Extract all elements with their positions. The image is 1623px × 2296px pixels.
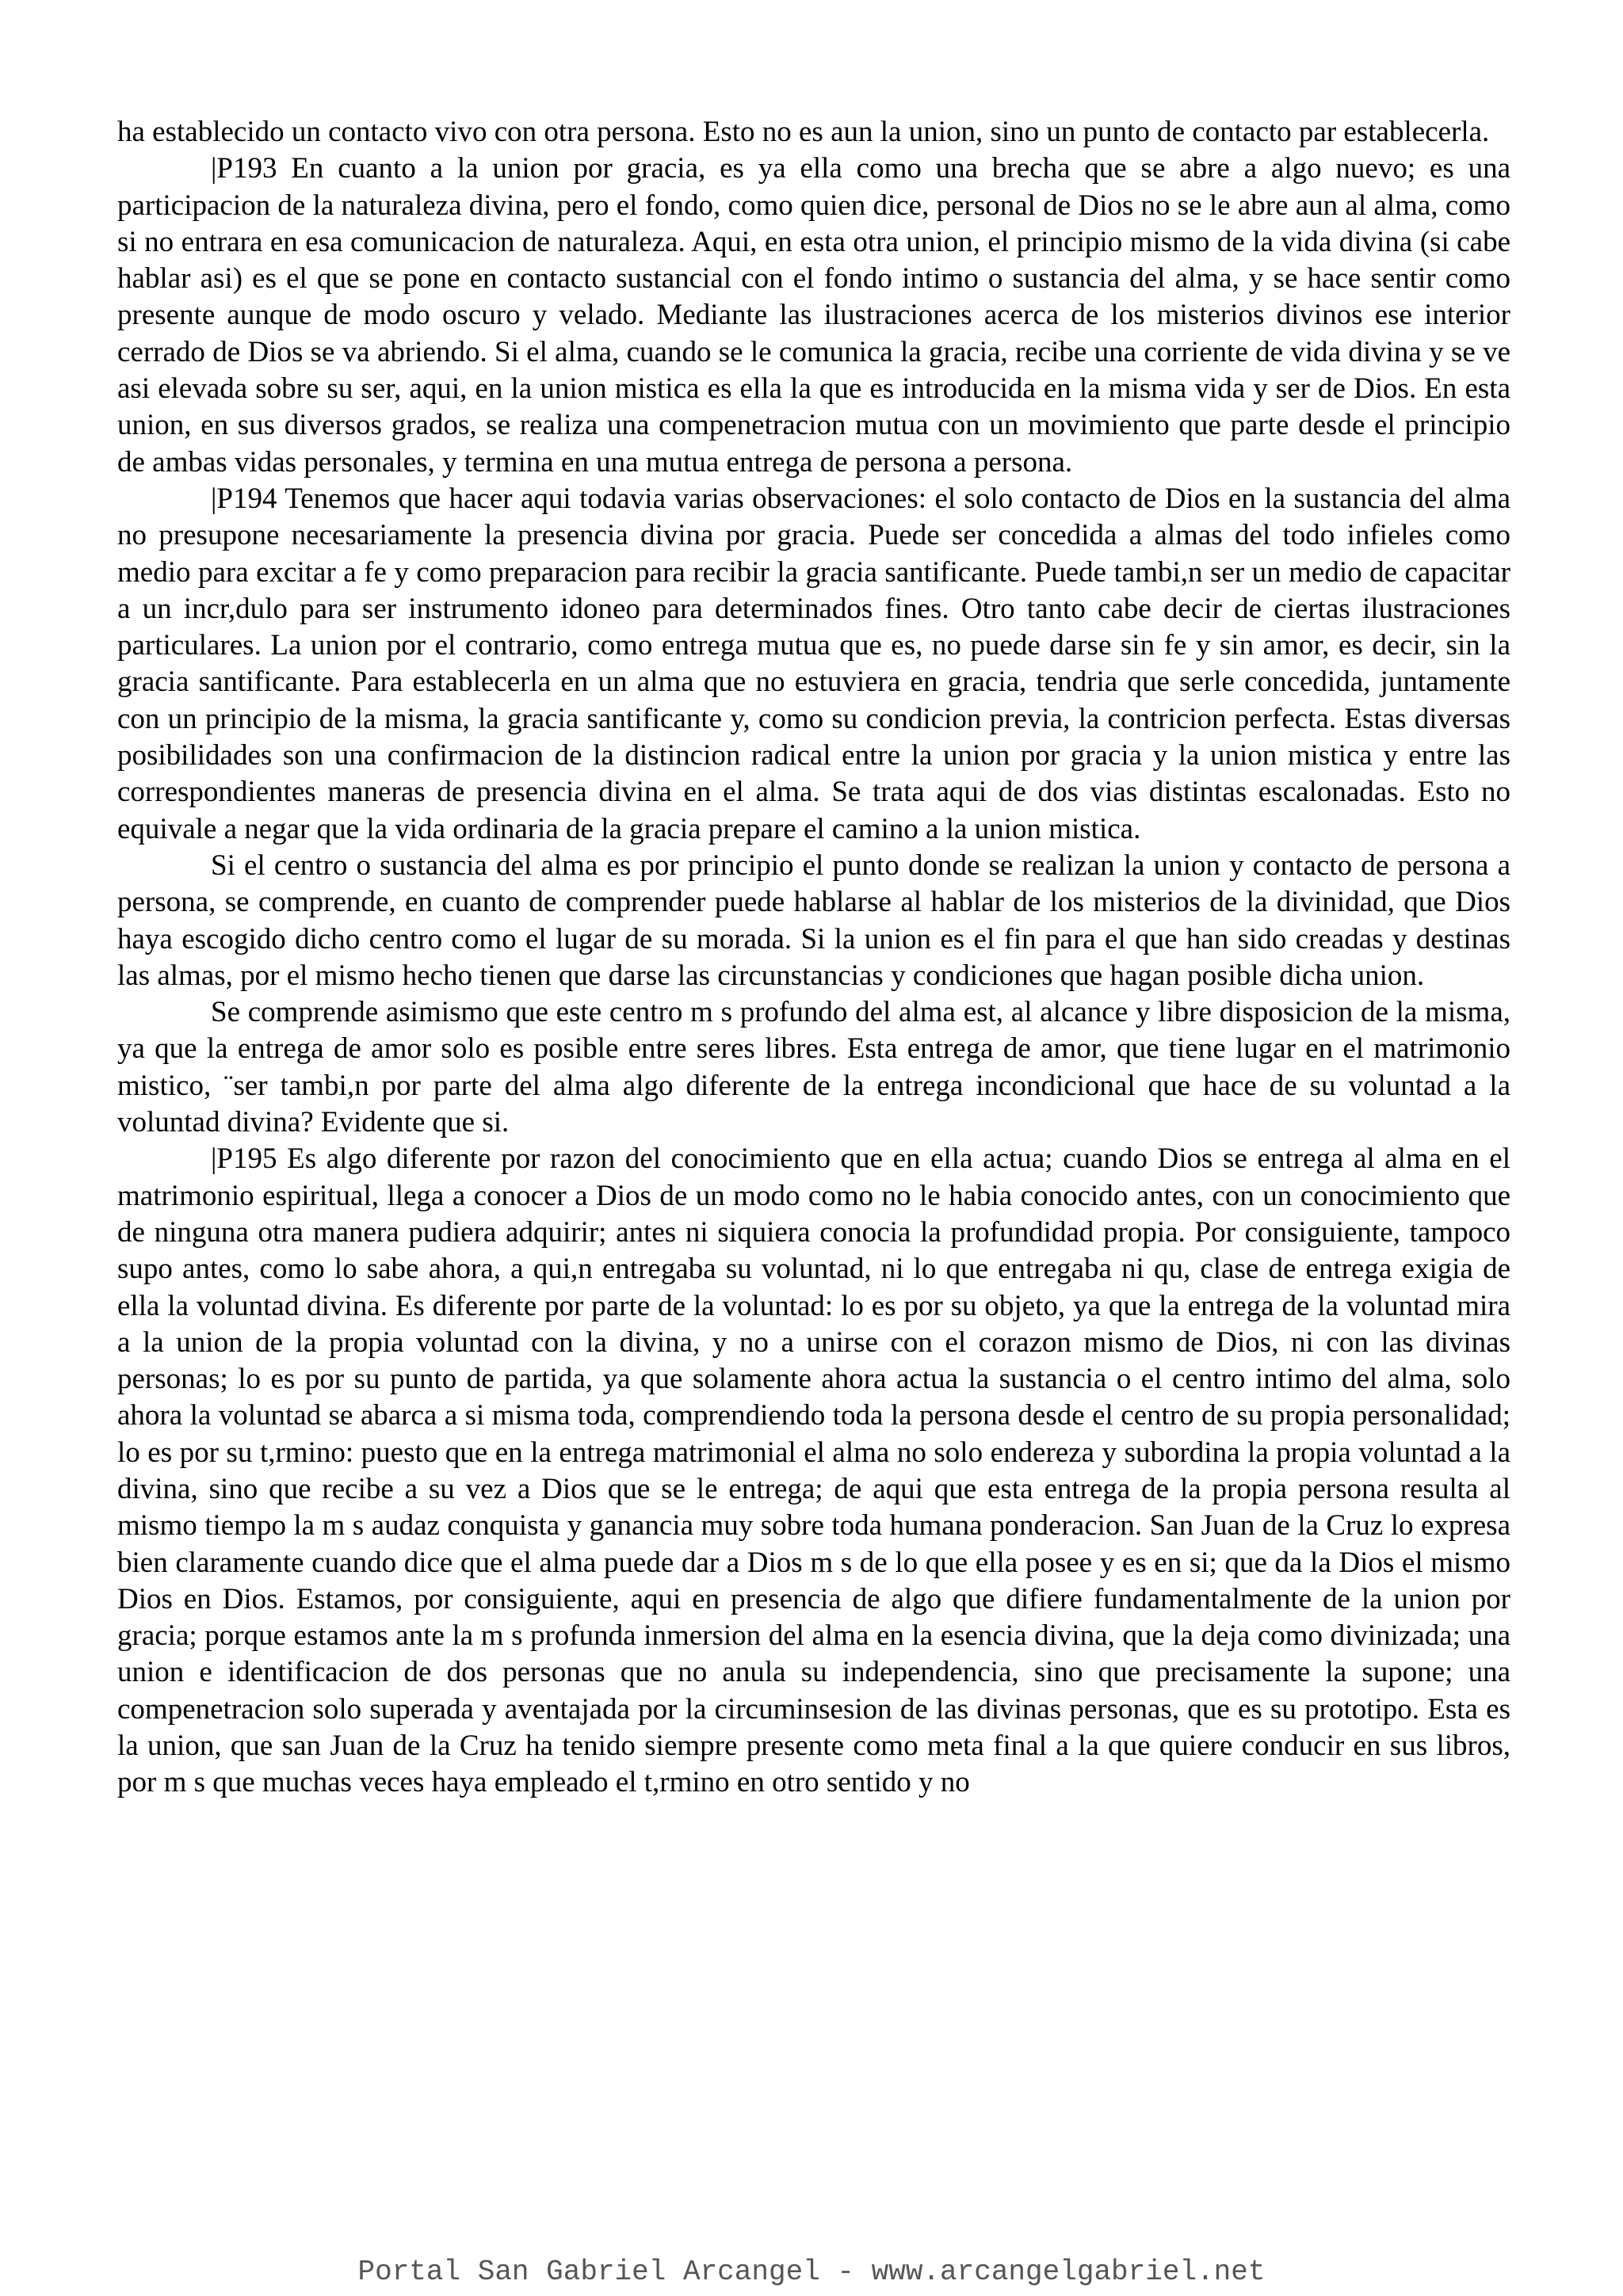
paragraph-p193: |P193 En cuanto a la union por gracia, es ya ella como una brecha que se abre a algo nuevo; es una participacion de la naturaleza divina, pero el fondo, como quien dice, personal de Dios no se le abre aun al alma, como si no entrara en esa comunicacion de naturaleza. Aqui, en esta otra union, el principio mismo de la vida divina (si cabe hablar asi) es el que se pone en contacto sustancial con el fondo intimo o sustancia del alma, y se hace sentir como presente aunque de modo oscuro y velado. Mediante las ilustraciones acerca de los misterios divinos ese interior cerrado de Dios se va abriendo. Si el alma, cuando se le comunica la gracia, recibe una corriente de vida divina y se ve asi elevada sobre su ser, aqui, en la union mistica es ella la que es introducida en la misma vida y ser de Dios. En esta union, en sus diversos grados, se realiza una compenetracion mutua con un movimiento que parte desde el principio de ambas vidas personales, y termina en una mutua entrega de persona a persona.	[117, 152, 1510, 479]
paragraph-p194: |P194 Tenemos que hacer aqui todavia varias observaciones: el solo contacto de Dios en la sustancia del alma no presupone necesariamente la presencia divina por gracia. Puede ser concedida a almas del todo infieles como medio para excitar a fe y como preparacion para recibir la gracia santificante. Puede tambi,n ser un medio de capacitar a un incr,dulo para ser instrumento idoneo para determinados fines. Otro tanto cabe decir de ciertas ilustraciones particulares. La union por el contrario, como entrega mutua que es, no puede darse sin fe y sin amor, es decir, sin la gracia santificante. Para establecerla en un alma que no estuviera en gracia, tendria que serle concedida, juntamente con un principio de la misma, la gracia santificante y, como su condicion previa, la contricion perfecta. Estas diversas posibilidades son una confirmacion de la distincion radical entre la union por gracia y la union mistica y entre las correspondientes maneras de presencia divina en el alma. Se trata aqui de dos vias distintas escalonadas. Esto no equivale a negar que la vida ordinaria de la gracia prepare el camino a la union mistica.	[117, 482, 1510, 845]
paragraph-5: Se comprende asimismo que este centro m s profundo del alma est, al alcance y libre disposicion de la misma, ya que la entrega de amor solo es posible entre seres libres. Esta entrega de amor, que tiene lugar en el matrimonio mistico, ¨ser tambi,n por parte del alma algo diferente de la entrega incondicional que hace de su voluntad a la voluntad divina? Evidente que si.	[117, 996, 1510, 1139]
document-body	[117, 114, 1510, 1802]
page-footer: Portal San Gabriel Arcangel - www.arcangelgabriel.net	[357, 2256, 1266, 2288]
paragraph-p195: |P195 Es algo diferente por razon del conocimiento que en ella actua; cuando Dios se entrega al alma en el matrimonio espiritual, llega a conocer a Dios de un modo como no le habia conocido antes, con un conocimiento que de ninguna otra manera pudiera adquirir; antes ni siquiera conocia la profundidad propia. Por consiguiente, tampoco supo antes, como lo sabe ahora, a qui,n entregaba su voluntad, ni lo que entregaba ni qu, clase de entrega exigia de ella la voluntad divina. Es diferente por parte de la voluntad: lo es por su objeto, ya que la entrega de la voluntad mira a la union de la propia voluntad con la divina, y no a unirse con el corazon mismo de Dios, ni con las divinas personas; lo es por su punto de partida, ya que solamente ahora actua la sustancia o el centro intimo del alma, solo ahora la voluntad se abarca a si misma toda, comprendiendo toda la persona desde el centro de su propia personalidad; lo es por su t,rmino: puesto que en la entrega matrimonial el alma no solo endereza y subordina la propia voluntad a la divina, sino que recibe a su vez a Dios que se le entrega; de aqui que esta entrega de la propia persona resulta al mismo tiempo la m s audaz conquista y ganancia muy sobre toda humana ponderacion. San Juan de la Cruz lo expresa bien claramente cuando dice que el alma puede dar a Dios m s de lo que ella posee y es en si; que da la Dios el mismo Dios en Dios. Estamos, por consiguiente, aqui en presencia de algo que difiere fundamentalmente de la union por gracia; porque estamos ante la m s profunda inmersion del alma en la esencia divina, que la deja como divinizada; una union e identificacion de dos personas que no anula su independencia, sino que precisamente la supone; una compenetracion solo superada y aventajada por la circuminsesion de las divinas personas, que es su prototipo. Esta es la union, que san Juan de la Cruz ha tenido siempre presente como meta final a la que quiere conducir en sus libros, por m s que muchas veces haya empleado el t,rmino en otro sentido y no	[117, 1142, 1510, 1799]
paragraph-4: Si el centro o sustancia del alma es por principio el punto donde se realizan la union y contacto de persona a persona, se comprende, en cuanto de comprender puede hablarse al hablar de los misterios de la divinidad, que Dios haya escogido dicho centro como el lugar de su morada. Si la union es el fin para el que han sido creadas y destinas las almas, por el mismo hecho tienen que darse las circunstancias y condiciones que hagan posible dicha union.	[117, 849, 1510, 992]
paragraph-1: ha establecido un contacto vivo con otra persona. Esto no es aun la union, sino un punto de contacto par establecerla.	[117, 116, 1490, 148]
